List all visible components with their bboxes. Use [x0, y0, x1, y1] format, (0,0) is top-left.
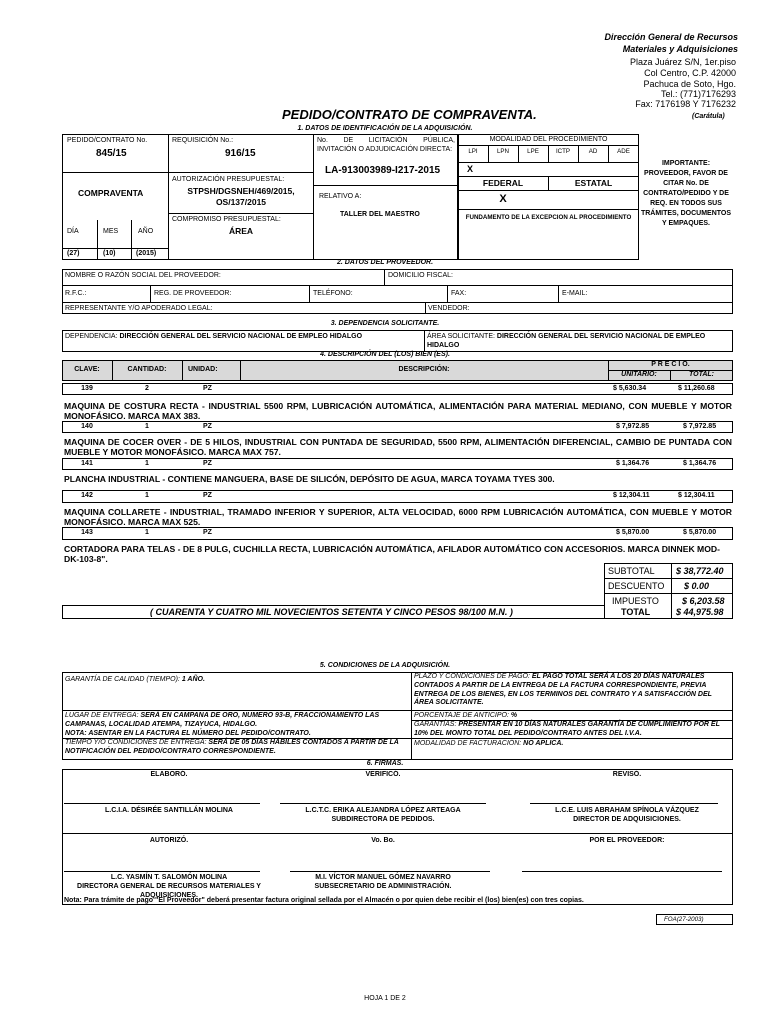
anticipo	[414, 712, 517, 719]
item-unitario: $ 7,972.85	[616, 423, 650, 430]
signature-line	[64, 803, 260, 804]
address-line: Pachuca de Soto, Hgo.	[643, 79, 736, 89]
caratula-label: (Carátula)	[692, 113, 725, 120]
col-clave: CLAVE:	[74, 366, 100, 373]
mes-label: MES	[103, 228, 119, 235]
compromiso-label: COMPROMISO PRESUPUESTAL:	[172, 216, 281, 223]
mes-value: (10)	[103, 250, 116, 257]
registro-label: REG. DE PROVEEDOR:	[154, 290, 232, 297]
compromiso-value: ÁREA	[228, 226, 254, 236]
signature-name: L.C.T.C. ERIKA ALEJANDRA LÓPEZ ARTEAGA	[305, 807, 461, 814]
item-total: $ 11,260.68	[678, 385, 715, 392]
garantias-value: PRESENTAR EN 10 DÍAS NATURALES GARANTÍA DE CUMPLIMIENTO POR EL 10% DEL MONTO TOTAL DEL PEDIDO/CONTRATO ANTES DEL I.V.A.	[414, 721, 720, 737]
anio-value: (2015)	[136, 250, 157, 257]
col-unitario: UNITARIO:	[621, 371, 657, 378]
licitacion-label: No. DE LICITACIÓN PÚBLICA, INVITACIÓN O ADJUDICACIÓN DIRECTA:	[317, 137, 455, 153]
section-heading: 3. DEPENDENCIA SOLICITANTE.	[330, 320, 440, 327]
facturacion-value: NO APLICA.	[523, 740, 564, 747]
requisicion-label: REQUISICIÓN No.:	[172, 137, 234, 144]
modalidad-mark: X	[467, 164, 474, 174]
dia-value: (27)	[67, 250, 80, 257]
modalidad-col-ade: ADE	[617, 148, 630, 155]
fax: Fax: 7176198 Y 7176232	[635, 99, 736, 109]
dependencia-label	[65, 333, 362, 340]
subtotal-label: SUBTOTAL	[608, 566, 655, 576]
section-heading: 6. FIRMAS.	[366, 760, 404, 767]
domicilio-label: DOMICILIO FISCAL:	[388, 272, 453, 279]
lugar-entrega	[65, 712, 400, 730]
signature-line	[290, 871, 490, 872]
autorizo-label: AUTORIZÓ.	[149, 837, 189, 844]
requisicion-number: 916/15	[225, 148, 256, 159]
signature-name: L.C.E. LUIS ABRAHAM SPÍNOLA VÁZQUEZ	[555, 807, 699, 814]
col-descripcion: DESCRIPCIÓN:	[398, 366, 450, 373]
pedido-number: 845/15	[96, 148, 127, 159]
lugar-value: SERÁ EN CAMPANA DE ORO, NUMERO 93-B, FRACCIONAMIENTO LAS CAMPANAS, LOCALIDAD ATEMPA, TIZAYUCA, HIDALGO.	[65, 712, 380, 728]
col-total: TOTAL:	[688, 371, 714, 378]
garantia-label: GARANTÍA DE CALIDAD (TIEMPO):	[65, 676, 180, 683]
plazo-pago	[414, 673, 730, 708]
item-total: $ 12,304.11	[678, 492, 715, 499]
garantia-value: 1 AÑO.	[181, 676, 205, 683]
phone: Tel.: (771)7176293	[660, 89, 736, 99]
garantia-calidad	[65, 676, 205, 683]
garantias	[414, 721, 730, 739]
section-heading: 4. DESCRIPCIÓN DEL (LOS) BIEN (ES).	[320, 351, 450, 358]
autorizacion-value: STPSH/DGSNEH/469/2015,	[187, 186, 295, 196]
garantias-label: GARANTÍAS:	[414, 721, 457, 728]
signature-role: SUBSECRETARIO DE ADMINISTRACIÓN.	[314, 883, 452, 890]
relativo-value: TALLER DEL MAESTRO	[340, 211, 420, 218]
impuesto-label: IMPUESTO	[612, 596, 659, 606]
plazo-label: PLAZO Y CONDICIONES DE PAGO:	[414, 673, 530, 680]
signature-name: M.I. VÍCTOR MANUEL GÓMEZ NAVARRO	[315, 874, 451, 881]
pedido-label: PEDIDO/CONTRATO No.	[67, 137, 148, 144]
importe-letra: ( CUARENTA Y CUATRO MIL NOVECIENTOS SETENTA Y CINCO PESOS 98/100 M.N. )	[150, 607, 513, 617]
col-precio: P R E C I O.	[651, 361, 690, 368]
nota-factura: NOTA: ASENTAR EN LA FACTURA EL NÚMERO DEL PEDIDO/CONTRATO.	[65, 730, 311, 737]
col-cantidad: CANTIDAD:	[127, 366, 167, 373]
modalidad-col-lpe: LPE	[527, 148, 539, 155]
org-name: Dirección General de Recursos	[604, 32, 738, 42]
col-unidad: UNIDAD:	[188, 366, 218, 373]
item-total: $ 1,364.76	[683, 460, 717, 467]
nombre-label: NOMBRE O RAZÓN SOCIAL DEL PROVEEDOR:	[65, 272, 221, 279]
item-cantidad: 1	[145, 529, 149, 536]
item-descripcion: CORTADORA PARA TELAS - DE 8 PULG, CUCHILLA RECTA, LUBRICACIÓN AUTOMÁTICA, AFILADOR AUTOMÁTICO CON ACCESORIOS. MARCA DINNEK MOD-DK-103-8".	[64, 544, 720, 564]
modalidad-label: MODALIDAD DEL PROCEDIMIENTO	[489, 136, 608, 143]
contract-type: COMPRAVENTA	[78, 188, 144, 198]
item-unidad: PZ	[203, 492, 212, 499]
signature-role: SUBDIRECTORA DE PEDIDOS.	[331, 816, 435, 823]
item-descripcion: MAQUINA DE COCER OVER - DE 5 HILOS, INDUSTRIAL CON PUNTADA DE SEGURIDAD, 5500 RPM, ALIMENTACIÓN DIFERENCIAL, CAMBIO DE PUNTADA CON MUEBLE Y MOTOR MONOFÁSICO. MARCA MAX 757.	[64, 437, 732, 457]
dia-label: DÍA	[67, 228, 79, 235]
item-unidad: PZ	[203, 529, 212, 536]
address-line: Col Centro, C.P. 42000	[644, 68, 736, 78]
modalidad-col-lpi: LPI	[468, 148, 478, 155]
facturacion	[414, 740, 563, 747]
item-unitario: $ 5,870.00	[616, 529, 650, 536]
elaboro-label: ELABORÓ.	[150, 771, 188, 778]
area-value: DIRECCIÓN GENERAL DEL SERVICIO NACIONAL DE EMPLEO HIDALGO	[427, 333, 706, 349]
item-total: $ 7,972.85	[683, 423, 717, 430]
area-solicitante	[427, 333, 732, 350]
autorizacion-value: OS/137/2015	[215, 197, 267, 207]
subtotal-value: $ 38,772.40	[676, 566, 724, 576]
item-descripcion: MAQUINA COLLARETE - INDUSTRIAL, TRAMADO INFERIOR Y SUPERIOR, ALTA VELOCIDAD, 6000 RPM LUBRICACIÓN AUTOMÁTICA, CON MUEBLE Y MOTOR MONOFÁSICO. MARCA MAX 525.	[64, 507, 732, 527]
org-subname: Materiales y Adquisiciones	[622, 44, 738, 54]
item-descripcion: PLANCHA INDUSTRIAL - CONTIENE MANGUERA, BASE DE SILICÓN, DEPÓSITO DE AGUA, MARCA TOYAMA TYES 300.	[64, 474, 555, 484]
item-clave: 139	[81, 385, 93, 392]
signature-name: L.C. YASMÍN T. SALOMÓN MOLINA	[110, 874, 228, 881]
anticipo-value: %	[510, 712, 518, 719]
federal-label: FEDERAL	[482, 178, 524, 188]
item-clave: 140	[81, 423, 93, 430]
anio-label: AÑO	[138, 228, 154, 235]
item-cantidad: 1	[145, 460, 149, 467]
item-unidad: PZ	[203, 460, 212, 467]
fax-label: FAX:	[451, 290, 467, 297]
telefono-label: TELÉFONO:	[313, 290, 353, 297]
descuento-value: $ 0.00	[684, 581, 710, 591]
lugar-label: LUGAR DE ENTREGA:	[65, 712, 139, 719]
page-number: HOJA 1 DE 2	[364, 995, 406, 1002]
impuesto-value: $ 6,203.58	[682, 596, 725, 606]
tiempo-entrega	[65, 739, 405, 757]
vendedor-label: VENDEDOR:	[428, 305, 470, 312]
signature-line	[64, 871, 260, 872]
estatal-label: ESTATAL	[574, 178, 613, 188]
item-unitario: $ 1,364.76	[616, 460, 650, 467]
signature-line	[522, 871, 722, 872]
item-clave: 142	[81, 492, 93, 499]
verifico-label: VERIFICÓ.	[365, 771, 401, 778]
section-heading: 2. DATOS DEL PROVEEDOR.	[336, 259, 434, 266]
section-heading: 1. DATOS DE IDENTIFICACIÓN DE LA ADQUISICIÓN.	[297, 125, 473, 132]
item-descripcion: MAQUINA DE COSTURA RECTA - INDUSTRIAL 5500 RPM, LUBRICACIÓN AUTOMÁTICA, ALIMENTACIÓN PARA MATERIAL MEDIANO, CON MUEBLE Y MOTOR MONOFÁSICO. MARCA MAX 383.	[64, 401, 732, 421]
tiempo-value: SERÁ DE 05 DÍAS HÁBILES CONTADOS A PARTIR DE LA NOTIFICACIÓN DEL PEDIDO/CONTRATO CORRESPONDIENTE.	[65, 739, 399, 755]
signature-line	[280, 803, 486, 804]
item-clave: 143	[81, 529, 93, 536]
total-value: $ 44,975.98	[676, 607, 724, 617]
autorizacion-label: AUTORIZACIÓN PRESUPUESTAL:	[172, 176, 285, 183]
signature-role: DIRECTOR DE ADQUISICIONES.	[573, 816, 681, 823]
proveedor-label: POR EL PROVEEDOR:	[589, 837, 665, 844]
reviso-label: REVISÓ.	[612, 771, 642, 778]
item-clave: 141	[81, 460, 93, 467]
descuento-label: DESCUENTO	[608, 581, 665, 591]
tiempo-label: TIEMPO Y/O CONDICIONES DE ENTREGA:	[65, 739, 207, 746]
nota-pago: Nota: Para trámite de pago "El Proveedor" deberá presentar factura original sellada por el Almacén o por quien debe recibir el (los) bien(es) con tres copias.	[64, 897, 584, 904]
dependencia-value: DIRECCIÓN GENERAL DEL SERVICIO NACIONAL DE EMPLEO HIDALGO	[119, 333, 363, 340]
total-label: TOTAL	[621, 607, 651, 617]
item-cantidad: 1	[145, 423, 149, 430]
fundamento-label: FUNDAMENTO DE LA EXCEPCION AL PROCEDIMIENTO	[465, 214, 632, 221]
facturacion-label: MODALIDAD DE FACTURACIÓN:	[414, 740, 522, 747]
modalidad-col-ictp: ICTP	[555, 148, 571, 155]
importante-note: IMPORTANTE: PROVEEDOR, FAVOR DE CITAR No. DE CONTRATO/PEDIDO Y DE REQ. EN TODOS SUS TRÁMITES, DOCUMENTOS Y EMPAQUES.	[640, 160, 732, 227]
federal-mark: X	[499, 193, 507, 205]
item-total: $ 5,870.00	[683, 529, 717, 536]
area-label: ÁREA SOLICITANTE:	[427, 333, 495, 340]
signature-line	[530, 803, 718, 804]
item-unidad: PZ	[203, 385, 212, 392]
address-line: Plaza Juárez S/N, 1er.piso	[629, 57, 736, 67]
modalidad-col-lpn: LPN	[496, 148, 510, 155]
modalidad-col-ad: AD	[588, 148, 598, 155]
dependencia-label-text: DEPENDENCIA:	[65, 333, 118, 340]
item-cantidad: 1	[145, 492, 149, 499]
licitacion-number: LA-913003989-I217-2015	[325, 165, 441, 176]
item-unidad: PZ	[203, 423, 212, 430]
signature-name: L.C.I.A. DÉSIRÉE SANTILLÁN MOLINA	[105, 807, 233, 814]
rfc-label: R.F.C.:	[65, 290, 87, 297]
vobo-label: Vo. Bo.	[371, 837, 395, 844]
page-title: PEDIDO/CONTRATO DE COMPRAVENTA.	[282, 107, 537, 122]
form-code: FOA(27-2003)	[664, 916, 704, 923]
item-unitario: $ 12,304.11	[613, 492, 650, 499]
email-label: E-MAIL:	[562, 290, 588, 297]
relativo-label: RELATIVO A:	[319, 193, 362, 200]
section-heading: 5. CONDICIONES DE LA ADQUISICIÓN.	[319, 662, 451, 669]
item-unitario: $ 5,630.34	[613, 385, 647, 392]
representante-label: REPRESENTANTE Y/O APODERADO LEGAL:	[65, 305, 213, 312]
plazo-value: EL PAGO TOTAL SERÁ A LOS 20 DÍAS NATURALES CONTADOS A PARTIR DE LA ENTREGA DE LA FACTURA CORRESPONDIENTE, PREVIA ENTREGA DE LOS BIENES, EN LOS TERMINOS DEL CONTRATO Y A SATISFACCIÓN DEL ÁREA SOLICITANTE.	[414, 673, 712, 707]
anticipo-label: PORCENTAJE DE ANTICIPO:	[414, 712, 509, 719]
signature-role: DIRECTORA GENERAL DE RECURSOS MATERIALES Y ADQUISICIONES.	[77, 883, 261, 899]
item-cantidad: 2	[145, 385, 149, 392]
